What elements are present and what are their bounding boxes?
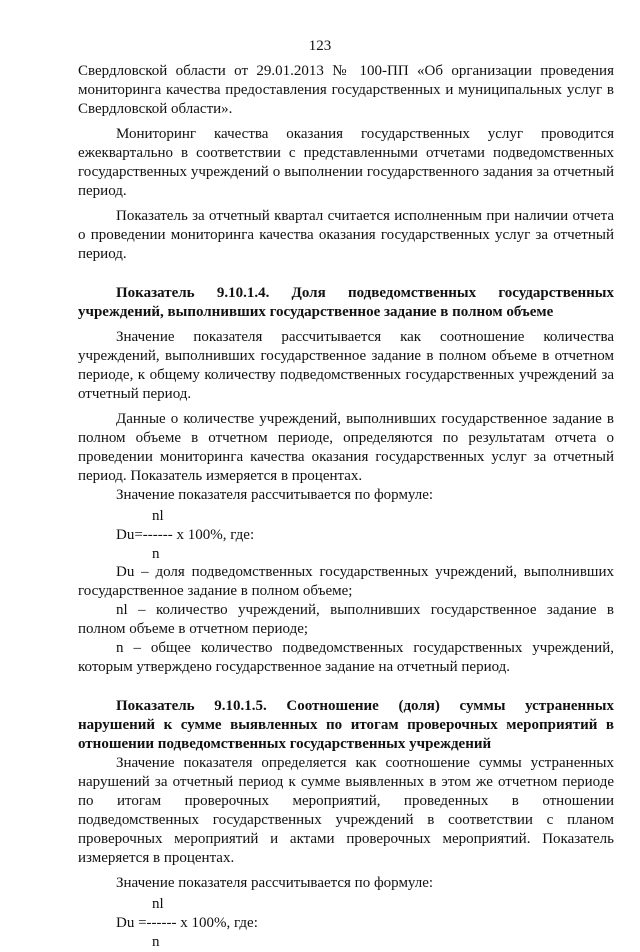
- paragraph-intro-continuation: Свердловской области от 29.01.2013 № 100-ПП «Об организации проведения мониторинга качества предоставления государственных и муниципальных услуг в Свердловской области».: [78, 63, 614, 117]
- formula-1-expression: Du=------ х 100%, где:: [116, 527, 255, 543]
- definition-nl: nl – количество учреждений, выполнивших государственное задание в полном объеме в отчетном периоде;: [78, 602, 614, 637]
- section-heading-9-10-1-4: Показатель 9.10.1.4. Доля подведомственных государственных учреждений, выполнивших государственное задание в полном объеме: [78, 285, 614, 320]
- formula-2-denominator: n: [152, 934, 160, 950]
- section-heading-9-10-1-5: Показатель 9.10.1.5. Соотношение (доля) суммы устраненных нарушений к сумме выявленных по итогам проверочных мероприятий в отношении подведомственных государственных учреждений: [78, 698, 614, 752]
- section1-paragraph-1: Значение показателя рассчитывается как соотношение количества учреждений, выполнивших государственное задание в полном объеме в отчетном периоде, к общему количеству подведомственных государственных учреждений за отчетный период.: [78, 329, 614, 402]
- definition-n: n – общее количество подведомственных государственных учреждений, которым утверждено государственное задание на отчетный период.: [78, 640, 614, 675]
- section2-paragraph-2: Значение показателя рассчитывается по формуле:: [116, 875, 434, 891]
- formula-1-denominator: n: [152, 546, 160, 562]
- formula-2: [78, 893, 614, 951]
- paragraph-quarterly: Показатель за отчетный квартал считается исполненным при наличии отчета о проведении мониторинга качества оказания государственных услуг за отчетный период.: [78, 208, 614, 262]
- section1-paragraph-3: Значение показателя рассчитывается по формуле:: [116, 487, 434, 503]
- paragraph-monitoring: Мониторинг качества оказания государственных услуг проводится ежеквартально в соответствии с представленными отчетами подведомственных государственных учреждений о выполнении государственного задания за отчетный период.: [78, 126, 614, 199]
- section1-paragraph-2: Данные о количестве учреждений, выполнивших государственное задание в полном объеме в отчетном периоде, определяются по результатам отчета о проведении мониторинга качества оказания государственных услуг за отчетный период. Показатель измеряется в процентах.: [78, 411, 614, 484]
- formula-1-numerator: nl: [152, 508, 164, 524]
- formula-2-expression: Du =------ х 100%, где:: [116, 915, 258, 931]
- formula-1: [78, 505, 614, 563]
- page-number: 123: [308, 38, 332, 54]
- formula-2-numerator: nl: [152, 896, 164, 912]
- definition-du: Du – доля подведомственных государственных учреждений, выполнивших государственное задание в полном объеме;: [78, 564, 614, 599]
- document-body: [78, 62, 614, 951]
- section2-paragraph-1: Значение показателя определяется как соотношение суммы устраненных нарушений за отчетный период к сумме выявленных в этом же отчетном периоде по итогам проверочных мероприятий, проведенных в отношении подведомственных государственных учреждений в соответствии с планом проверочных мероприятий и актами проверочных мероприятий. Показатель измеряется в процентах.: [78, 755, 614, 866]
